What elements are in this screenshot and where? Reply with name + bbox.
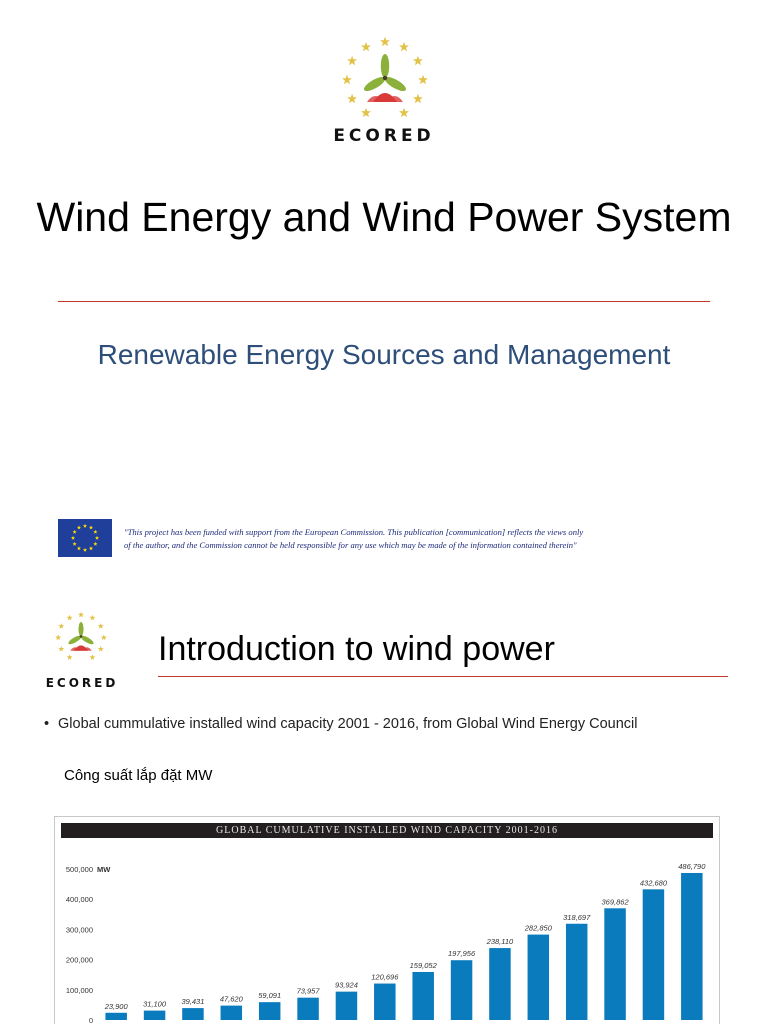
bullet-text: Global cummulative installed wind capacity 2001 - 2016, from Global Wind Energy Council (58, 716, 638, 732)
logo-star-icon (347, 94, 357, 103)
logo-star-icon (101, 634, 107, 640)
bar-2016 (681, 873, 702, 1020)
bar-value-label: 369,862 (601, 897, 629, 907)
bar-value-label: 93,924 (334, 980, 358, 990)
bar-value-label: 318,697 (563, 912, 591, 922)
bar-2001 (105, 1013, 126, 1020)
logo-star-icon (78, 612, 84, 618)
wind-capacity-chart (54, 816, 720, 1024)
bar-value-label: 23,900 (104, 1001, 128, 1011)
logo-star-icon (55, 634, 61, 640)
y-tick-label: 300,000 (65, 925, 93, 935)
ecored-logo-icon (48, 610, 114, 676)
bar-value-label: 73,957 (296, 986, 320, 996)
logo-star-icon (67, 615, 73, 621)
logo-star-icon (58, 646, 64, 652)
logo-star-icon (418, 75, 428, 84)
bar-2004 (221, 1006, 242, 1020)
slide-subtitle: Renewable Energy Sources and Management (97, 339, 671, 370)
y-unit-label: MW (97, 865, 111, 874)
logo-star-icon (89, 654, 95, 660)
bullet-item (44, 714, 637, 734)
bullet-dot-icon: • (44, 716, 50, 732)
disclaimer-line-2: of the author, and the Commission cannot be held responsible for any use which may be made of the information contained therein" (124, 540, 577, 550)
logo-star-icon (399, 42, 409, 51)
logo-star-icon (361, 108, 371, 117)
bar-2002 (144, 1011, 165, 1020)
bar-value-label: 282,850 (524, 923, 552, 933)
bar-value-label: 31,100 (143, 999, 167, 1009)
logo-star-icon (342, 75, 352, 84)
logo-leaf-icon (78, 622, 83, 636)
logo-star-icon (98, 623, 104, 629)
logo-leaf-icon (381, 54, 389, 78)
title-divider (58, 301, 710, 302)
logo-hub-icon (383, 76, 387, 80)
bar-value-label: 432,680 (639, 878, 667, 888)
logo-wordmark: ECORED (45, 676, 119, 690)
logo-star-icon (89, 615, 95, 621)
bar-value-label: 59,091 (258, 991, 282, 1001)
bar-value-label: 120,696 (371, 972, 399, 982)
y-tick-label: 400,000 (65, 895, 93, 905)
bar-value-label: 197,956 (448, 949, 476, 959)
heading-divider (158, 676, 728, 677)
bar-2012 (528, 935, 549, 1020)
logo-star-icon (413, 56, 423, 65)
y-tick-label: 0 (88, 1016, 93, 1024)
eu-disclaimer (124, 526, 724, 552)
logo-star-icon (399, 108, 409, 117)
logo-star-icon (347, 56, 357, 65)
y-tick-label: 100,000 (65, 985, 93, 995)
logo-hub-icon (80, 635, 83, 638)
y-tick-label: 200,000 (65, 955, 93, 965)
bar-2013 (566, 924, 587, 1020)
bar-chart-svg (55, 817, 720, 1024)
slide-heading: Introduction to wind power (158, 630, 555, 668)
bar-value-label: 39,431 (181, 997, 205, 1007)
logo-star-icon (58, 623, 64, 629)
intro-slide (0, 580, 768, 1024)
chart-title: GLOBAL CUMULATIVE INSTALLED WIND CAPACITY 2001-2016 (61, 823, 713, 838)
bar-2008 (374, 984, 395, 1020)
slide-title: Wind Energy and Wind Power System (36, 194, 732, 240)
bar-value-label: 159,052 (409, 960, 437, 970)
logo-wordmark: ECORED (333, 126, 435, 146)
logo-star-icon (380, 37, 390, 46)
bar-2015 (643, 889, 664, 1020)
logo-star-icon (361, 42, 371, 51)
bar-2010 (451, 960, 472, 1020)
eu-flag-icon (58, 519, 112, 557)
logo-star-icon (67, 654, 73, 660)
chart-caption: Công suất lắp đặt MW (64, 767, 213, 784)
bar-2009 (412, 972, 433, 1020)
logo-star-icon (413, 94, 423, 103)
bar-2006 (297, 998, 318, 1020)
bar-2005 (259, 1002, 280, 1020)
disclaimer-line-1: "This project has been funded with support from the European Commission. This publication [communication] reflects the views only (124, 527, 584, 537)
bar-2014 (604, 908, 625, 1020)
bar-2003 (182, 1008, 203, 1020)
bar-value-label: 47,620 (219, 994, 243, 1004)
bar-2011 (489, 948, 510, 1020)
bar-value-label: 238,110 (486, 937, 514, 947)
bar-value-label: 486,790 (678, 861, 706, 871)
y-tick-label: 500,000 (65, 865, 93, 874)
bar-2007 (336, 992, 357, 1020)
logo-star-icon (98, 646, 104, 652)
